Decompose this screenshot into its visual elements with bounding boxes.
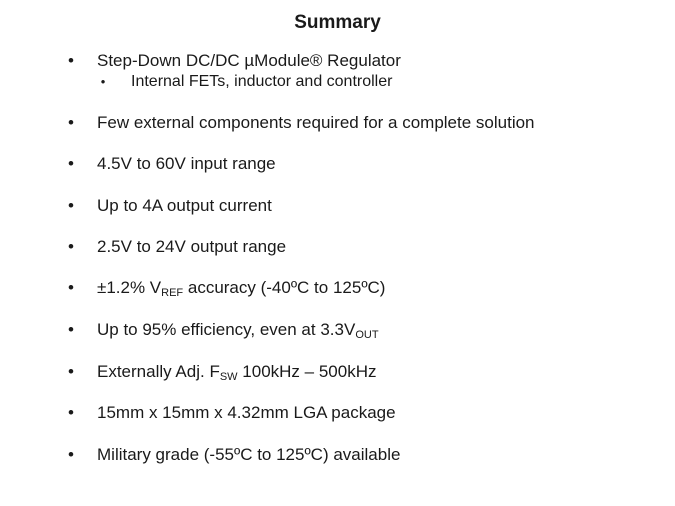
bullet-icon: • <box>68 278 74 297</box>
subscript-text: REF <box>161 287 184 299</box>
bullet-icon: • <box>68 237 74 256</box>
slide-title: Summary <box>294 12 381 33</box>
bullet-icon: • <box>68 320 74 339</box>
bullet-text: Military grade (-55ºC to 125ºC) available <box>97 445 401 464</box>
bullet-icon: • <box>68 154 74 173</box>
bullet-icon: • <box>68 362 74 381</box>
bullet-icon: • <box>68 196 74 215</box>
bullet-text: Up to 4A output current <box>97 196 272 215</box>
bullet-icon: • <box>68 403 74 422</box>
text-segment: 100kHz – 500kHz <box>237 362 377 381</box>
subscript-text: OUT <box>355 329 379 341</box>
bullet-text: 2.5V to 24V output range <box>97 237 287 256</box>
bullet-text: Step-Down DC/DC µModule® Regulator <box>97 51 401 70</box>
bullet-text <box>97 319 379 341</box>
text-segment: Up to 95% efficiency, even at 3.3V <box>97 320 356 339</box>
bullet-icon: • <box>68 445 74 464</box>
text-segment: accuracy (-40ºC to 125ºC) <box>183 278 386 297</box>
bullet-text: Few external components required for a complete solution <box>97 113 535 132</box>
text-segment: ±1.2% V <box>97 278 162 297</box>
sub-bullet-text: Internal FETs, inductor and controller <box>131 73 393 90</box>
bullet-text: 15mm x 15mm x 4.32mm LGA package <box>97 403 396 422</box>
bullet-icon: • <box>68 51 74 70</box>
sub-bullet-icon: • <box>100 74 106 89</box>
bullet-text: 4.5V to 60V input range <box>97 154 276 173</box>
bullet-icon: • <box>68 113 74 132</box>
text-segment: Externally Adj. F <box>97 362 220 381</box>
bullet-text <box>97 361 376 383</box>
subscript-text: SW <box>219 371 238 383</box>
bullet-text <box>97 277 385 299</box>
